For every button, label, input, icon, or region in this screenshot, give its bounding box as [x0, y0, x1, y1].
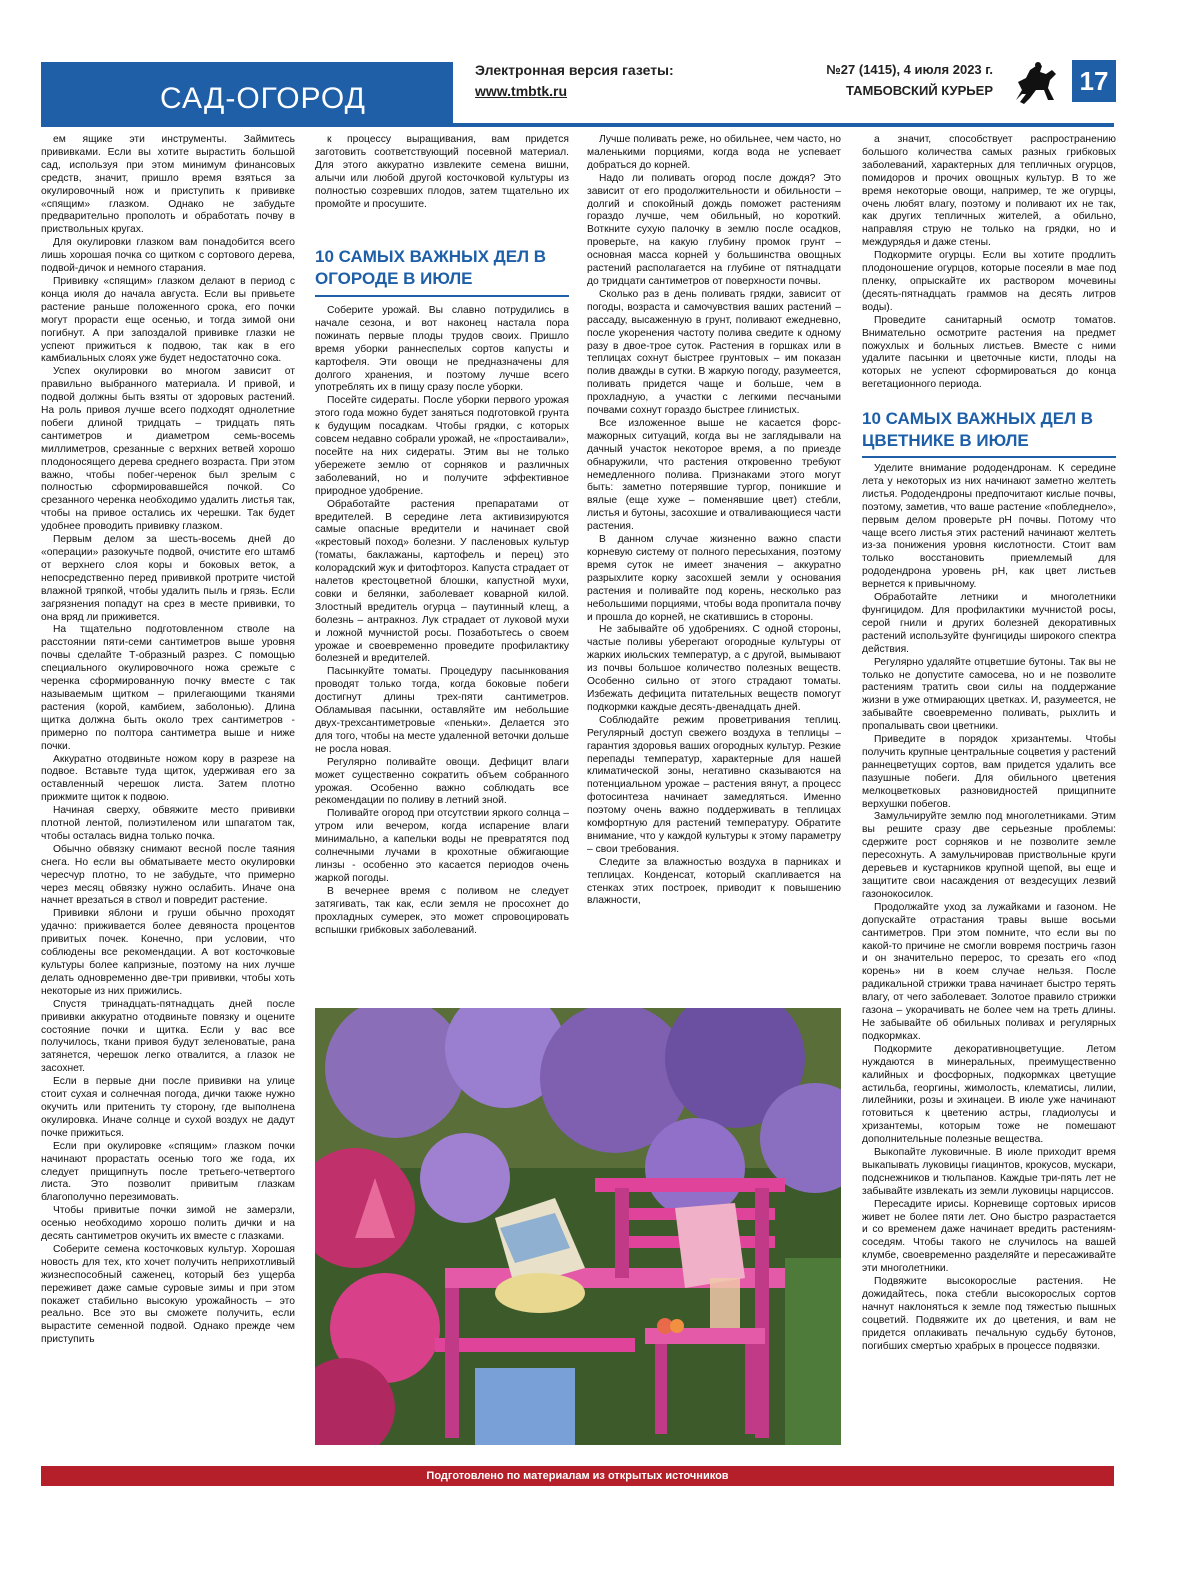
paragraph: Подвяжите высокорослые растения. Не дожидайтесь, пока стебли высокорослых сортов начнут наклоняться к земле под тяжестью пышных соцветий. Подвяжите их до цветения, и вам не придется оплакивать печальную судьбу бутонов, погибших смертью храбрых в процессе подвязки.: [862, 1276, 1116, 1352]
paragraph: Начиная сверху, обвяжите место прививки плотной лентой, полиэтиленом или шпагатом так, чтобы осталась видна только почка.: [41, 805, 295, 842]
article-column-4-flower: [862, 463, 1116, 1453]
paragraph: Регулярно поливайте овощи. Дефицит влаги может существенно сократить объем собранного урожая. Особенно важно соблюдать все рекомендации по поливу в летний зной.: [315, 756, 569, 807]
paragraph: Лучше поливать реже, но обильнее, чем часто, но маленькими порциями, когда вода не успевает добраться до корней.: [587, 134, 841, 171]
paragraph: Пересадите ирисы. Корневище сортовых ирисов живет не более пяти лет. Оно быстро разрастается и со временем даже начинает вредить растениям-соседям. Чтобы такого не случилось на вашей клумбе, своевременно разделяйте и пересаживайте эти многолетники.: [862, 1198, 1116, 1275]
garden-bench-photo: [315, 1008, 841, 1445]
paragraph: Соберите семена косточковых культур. Хорошая новость для тех, кто хочет получить неприхотливый жизнеспособный саженец, который без ущерба переживет даже самые суровые зимы и при этом покажет стабильно высокую урожайность – это реально. Все это вы сможете получить, если вырастите семенной подвой. Однако прежде чем приступить: [41, 1243, 295, 1346]
paragraph: Соберите урожай. Вы славно потрудились в начале сезона, и вот наконец настала пора пожинать первые плоды трудов своих. Пришло время уборки раннеспелых сортов капусты и картофеля. Эти овощи не предназначены для долгого хранения, и поэтому лучше всего употреблять их в пищу сразу после уборки.: [315, 305, 569, 394]
article-column-2-garden: [315, 305, 569, 991]
paragraph: Если в первые дни после прививки на улице стоит сухая и солнечная погода, дички также нужно окучить или притенить ту сторону, где выполнена окулировка. Иначе солнце и сухой воздух не дадут почке прижиться.: [41, 1076, 295, 1139]
edition-url-link[interactable]: www.tmbtk.ru: [475, 83, 568, 99]
paragraph: Все изложенное выше не касается форс-мажорных ситуаций, когда вы не заглядывали на дачный участок некоторое время, а по приезде обнаружили, что растения откровенно требуют немедленного полива. Признаками этого могут быть: заметно потерявшие тургор, поникшие и вялые (еще хуже – поменявшие цвет) стебли, листья и бутоны, засохшие и отваливающиеся части растения.: [587, 417, 841, 533]
paragraph: Чтобы привитые почки зимой не замерзли, осенью необходимо хорошо полить дички и на десять сантиметров окучить их вместе с глазками.: [41, 1205, 295, 1243]
paragraph: Замульчируйте землю под многолетниками. Этим вы решите сразу две серьезные проблемы: сдержите рост сорняков и не позволите земле пересохнуть. А замульчировав приствольные круги деревьев и кустарников крупной щепой, вы еще и защитите свои насаждения от вездесущих лезвий газонокосилок.: [862, 811, 1116, 900]
issue-info: №27 (1415), 4 июля 2023 г.: [826, 62, 993, 77]
paragraph: Сколько раз в день поливать грядки, зависит от погоды, возраста и самочувствия ваших растений – рассаду, высаженную в грунт, поливают ежедневно, после укоренения частоту полива сведите к одному разу в двое-трое суток. Растения в горшках или в теплицах сохнут быстрее грунтовых – им показан полив дважды в сутки. В жаркую погоду, разумеется, поливать придется чаще и больше, чем в прохладную, а участки с легкими песчаными почвами сохнут гораздо быстрее глинистых.: [587, 288, 841, 417]
paragraph: Пасынкуйте томаты. Процедуру пасынкования проводят только тогда, когда боковые побеги достигнут длины трех-пяти сантиметров. Обламывая пасынки, оставляйте им небольшие двух-трехсантиметровые «пеньки». Делается это для того, чтобы на месте удаленной веточки дольше не росла новая.: [315, 666, 569, 755]
paragraph: В данном случае жизненно важно спасти корневую систему от полного пересыхания, поэтому время суток не имеет значения – аккуратно разрыхлите корку засохшей земли у основания растения и поливайте под корень, несколько раз небольшими порциями, чтобы вода пропитала почву и прошла до корней, не скатившись в стороны.: [587, 534, 841, 623]
paragraph: Прививку «спящим» глазком делают в период с конца июля до начала августа. Если вы привьете растение раньше положенного срока, его почки могут прорасти еще осенью, и тогда зимой они погибнут. А при запоздалой прививке глазки не успеют прижиться к подвою, так как в его камбиальных слоях уже будет недостаточно сока.: [41, 275, 295, 365]
article-column-4: [862, 134, 1116, 398]
heading-flower: 10 САМЫХ ВАЖНЫХ ДЕЛ В ЦВЕТНИКЕ В ИЮЛЕ: [862, 409, 1094, 450]
paragraph: Соблюдайте режим проветривания теплиц. Регулярный доступ свежего воздуха в теплицы – гарантия здоровья ваших огородных культур. Резкие перепады температур, характерные для нашей климатической зоны, негативно сказываются на потенциальном урожае – растения вянут, а процесс фотосинтеза начинает замедляться. Именно поэтому очень важно поддерживать в теплицах комфортную для растений температуру. Обратите внимание, что у каждой культуры к этому параметру – свои требования.: [587, 714, 841, 855]
paragraph: На тщательно подготовленном стволе на расстоянии пяти-семи сантиметров выше уровня почвы сделайте Т-образный разрез. С помощью специального окулировочного ножа срежьте с черенка сформированную почку вместе с так называемым щитком – прилегающими тканями растения (корой, камбием, заболонью). Длина щитка должна быть около трех сантиметров - примерно по полтора сантиметра выше и ниже почки.: [41, 624, 295, 752]
paragraph: Надо ли поливать огород после дождя? Это зависит от его продолжительности и обильности – долгий и спокойный дождь поможет растениям гораздо лучше, чем обильный, но короткий. Воткните сухую палочку в землю после осадков, проверьте, на какую глубину промок грунт – основная масса корней у большинства овощных растений располагается на глубине от пятнадцати до тридцати сантиметров от поверхности почвы.: [587, 172, 841, 287]
paragraph: Первым делом за шесть-восемь дней до «операции» разокучьте подвой, очистите его штамб от верхнего слоя коры и боковых веток, а непосредственно перед прививкой протрите чистой влажной тряпкой, чтобы удалить пыль и грязь. Если загрязнения попадут на срез в месте прививки, то она вряд ли приживется.: [41, 534, 295, 623]
paragraph: Подкормите декоративноцветущие. Летом нуждаются в минеральных, преимущественно калийных и фосфорных, подкормках цветущие астильба, георгины, жимолость, клематисы, лилии, лилейники, розы и эхинацеи. В июле уже начинают готовиться к цветению астры, гладиолусы и хризантемы, которым тоже не помешают дополнительные полезные вещества.: [862, 1043, 1116, 1146]
horse-rider-icon: [1008, 60, 1060, 106]
paragraph: Для окулировки глазком вам понадобится всего лишь хорошая почка со щитком с сортового дерева, подвой-дичок и немного старания.: [41, 237, 295, 275]
paragraph: Если при окулировке «спящим» глазком почки начинают прорастать осенью того же года, их следует прищипнуть после третьего-четвертого листа. Это позволит привитым глазкам благополучно перезимовать.: [41, 1140, 295, 1204]
paragraph: ем ящике эти инструменты. Займитесь прививками. Если вы хотите вырастить большой сад, используя при этом минимум финансовых средств, значит, пришло время взяться за окулировочный нож и приступить к прививке «спящим» глазком. Однако не забудьте предварительно прополоть и обработать почву в приствольных кругах.: [41, 134, 295, 236]
page-number: 17: [1072, 60, 1116, 102]
paragraph: Аккуратно отодвиньте ножом кору в разрезе на подвое. Вставьте туда щиток, удерживая его за оставленный черешок листа. Затем плотно прижмите щиток к подвою.: [41, 753, 295, 804]
paragraph: Обработайте растения препаратами от вредителей. В середине лета активизируются самые опасные вредители и начинает свой «крестовый поход» болезни. У пасленовых культур (томаты, баклажаны, картофель и перец) это колорадский жук и фитофтороз. Капуста страдает от налетов крестоцветной блошки, капустной мухи, совки и белянки, заболевает коварной килой. Злостный вредитель огурца – паутинный клещ, а болезнь – антракноз. Лук страдает от луковой мухи и ложной мучнистой росы. Позаботьтесь о своем урожае и своевременно проведите профилактику болезней и вредителей.: [315, 498, 569, 665]
paragraph: Спустя тринадцать-пятнадцать дней после прививки аккуратно отодвиньте повязку и оцените состояние почки и щитка. Если у вас все получилось, ткани привоя будут зеленоватые, рана затянется, черешок легко отвалится, а глазок не засохнет.: [41, 998, 295, 1075]
article-column-3: [587, 134, 841, 990]
paragraph: Выкопайте луковичные. В июле приходит время выкапывать луковицы гиацинтов, крокусов, мускари, подснежников и тюльпанов. Каждые три-пять лет не забывайте извлекать из земли луковицы нарциссов.: [862, 1147, 1116, 1197]
paragraph: Поливайте огород при отсутствии яркого солнца – утром или вечером, когда испарение влаги минимально, а капельки воды не превратятся под солнечными лучами в крохотные обжигающие линзы - особенно это касается периодов очень жаркой погоды.: [315, 808, 569, 884]
paragraph: Следите за влажностью воздуха в парниках и теплицах. Конденсат, который скапливается на стенках этих построек, приводит к повышению влажности,: [587, 856, 841, 907]
heading-garden: 10 САМЫХ ВАЖНЫХ ДЕЛ В ОГОРОДЕ В ИЮЛЕ: [315, 247, 547, 288]
footer-source-note: Подготовлено по материалам из открытых источников: [426, 1470, 729, 1482]
paragraph: Прививки яблони и груши обычно проходят удачно: приживается более девяноста процентов привитых почек. Конечно, при условии, что соблюдены все рекомендации. А вот косточковые культуры более капризные, поэтому на них лучше делать одновременно две-три прививки, чтобы хоть некоторые из них прижились.: [41, 908, 295, 997]
paragraph: а значит, способствует распространению большого количества самых разных грибковых заболеваний, характерных для тепличных огурцов, помидоров и прочих овощных культур. В то же время некоторые овощи, например, те же огурцы, очень любят влагу, поэтому и поливают их не так, как других тепличных жителей, а обильно, направляя струю не только на грядки, но и междурядья и даже стены.: [862, 134, 1116, 249]
paragraph: Не забывайте об удобрениях. С одной стороны, частые поливы уберегают огородные культуры от жарких июльских температур, а с другой, вымывают из почвы большое количество полезных веществ. Особенно сильно от этого страдают томаты. Избежать дефицита питательных веществ помогут подкормки каждые десять-двенадцать дней.: [587, 624, 841, 713]
paragraph: Обычно обвязку снимают весной после таяния снега. Но если вы обматываете место окулировки чересчур плотно, то не забудьте, что примерно через месяц обвязку нужно ослабить. Иначе она начнет врезаться в ствол и повредит растение.: [41, 843, 295, 907]
paragraph: В вечернее время с поливом не следует затягивать, так как, если земля не просохнет до прохладных сумерек, это может спровоцировать вспышки грибковых заболеваний.: [315, 885, 569, 936]
paper-name: ТАМБОВСКИЙ КУРЬЕР: [845, 83, 993, 98]
paragraph: Проведите санитарный осмотр томатов. Внимательно осмотрите растения на предмет пожухлых и больных листьев. Вместе с ними удалите пасынки и цветочные кисти, плоды на которых не успеют сформироваться до конца вегетационного периода.: [862, 314, 1116, 391]
paragraph: Обработайте летники и многолетники фунгицидом. Для профилактики мучнистой росы, серой гнили и других болезней декоративных растений используйте фунгициды широкого спектра действия.: [862, 592, 1116, 655]
paragraph: Приведите в порядок хризантемы. Чтобы получить крупные центральные соцветия у растений раннецветущих сортов, вам придется удалить все пазушные побеги. Для обильного цветения мелкоцветковых разновидностей прищипните верхушки побегов.: [862, 734, 1116, 810]
article-column-1: [41, 134, 295, 1446]
paragraph: Подкормите огурцы. Если вы хотите продлить плодоношение огурцов, которые посеяли в мае под пленку, опрыскайте их раствором мочевины (десять-пятнадцать граммов на десять литров воды).: [862, 250, 1116, 313]
paragraph: Посейте сидераты. После уборки первого урожая этого года можно будет заняться подготовкой грунта к будущим посадкам. Чтобы грядки, с которых совсем недавно собрали урожай, не «простаивали», посейте на них сидераты. Этим вы не только убережете землю от сорняков и различных заболеваний, но и получите эффективное природное удобрение.: [315, 395, 569, 497]
paragraph: к процессу выращивания, вам придется заготовить соответствующий посевной материал. Для этого аккуратно извлеките семена вишни, алычи или любой другой косточковой культуры из полностью созревших плодов, затем тщательно их промойте и просушите.: [315, 134, 569, 210]
section-title: САД-ОГОРОД: [160, 82, 366, 115]
heading-garden-rule: [315, 295, 569, 297]
paragraph: Уделите внимание рододендронам. К середине лета у некоторых из них начинают заметно желтеть листья. Рододендроны предпочитают кислые почвы, поэтому, заметив, что ваше растение «побледнело», первым делом проверьте pH почвы. Потому что чаще всего листья этих растений начинают желтеть из-за понижения уровня кислотности. Стоит вам только восстановить приемлемый для рододендрона уровень pH, как цвет листьев вернется к привычному.: [862, 463, 1116, 591]
edition-label: Электронная версия газеты:: [475, 62, 674, 78]
paragraph: Продолжайте уход за лужайками и газоном. Не допускайте отрастания травы выше восьми сантиметров. При этом помните, что если вы по какой-то причине не смогли вовремя постричь газон и он значительно перерос, то срезать его «под корень» ни в коем случае нельзя. После радикальной стрижки трава начинает быстро терять влагу, от чего заболевает. Золотое правило стрижки газона – укорачивать не более чем на треть длины. Не забывайте об обильных поливах и регулярных подкормках.: [862, 901, 1116, 1042]
heading-flower-rule: [862, 456, 1116, 458]
paragraph: Регулярно удаляйте отцветшие бутоны. Так вы не только не допустите самосева, но и не позволите растениям тратить свои силы на поддержание жизни в уже отмирающих цветках. И, разумеется, не забывайте своевременно поливать, рыхлить и пропалывать свои цветники.: [862, 656, 1116, 733]
header-divider: [41, 123, 1114, 127]
paragraph: Успех окулировки во многом зависит от правильно выбранного материала. И привой, и подвой должны быть взяты от здоровых растений. На роль привоя лучше всего подходят однолетние побеги длиной тридцать – тридцать пять сантиметров и диаметром семь-восемь миллиметров, срезанные с верхних ветвей хорошо плодоносящего дерева среднего возраста. При этом важно, чтобы побег-черенок был зрелым с полностью сформировавшейся почкой. Со срезанного черенка необходимо удалить листья так, чтобы на привое остались их черешки. Так будет удобнее проводить прививку глазком.: [41, 366, 295, 533]
